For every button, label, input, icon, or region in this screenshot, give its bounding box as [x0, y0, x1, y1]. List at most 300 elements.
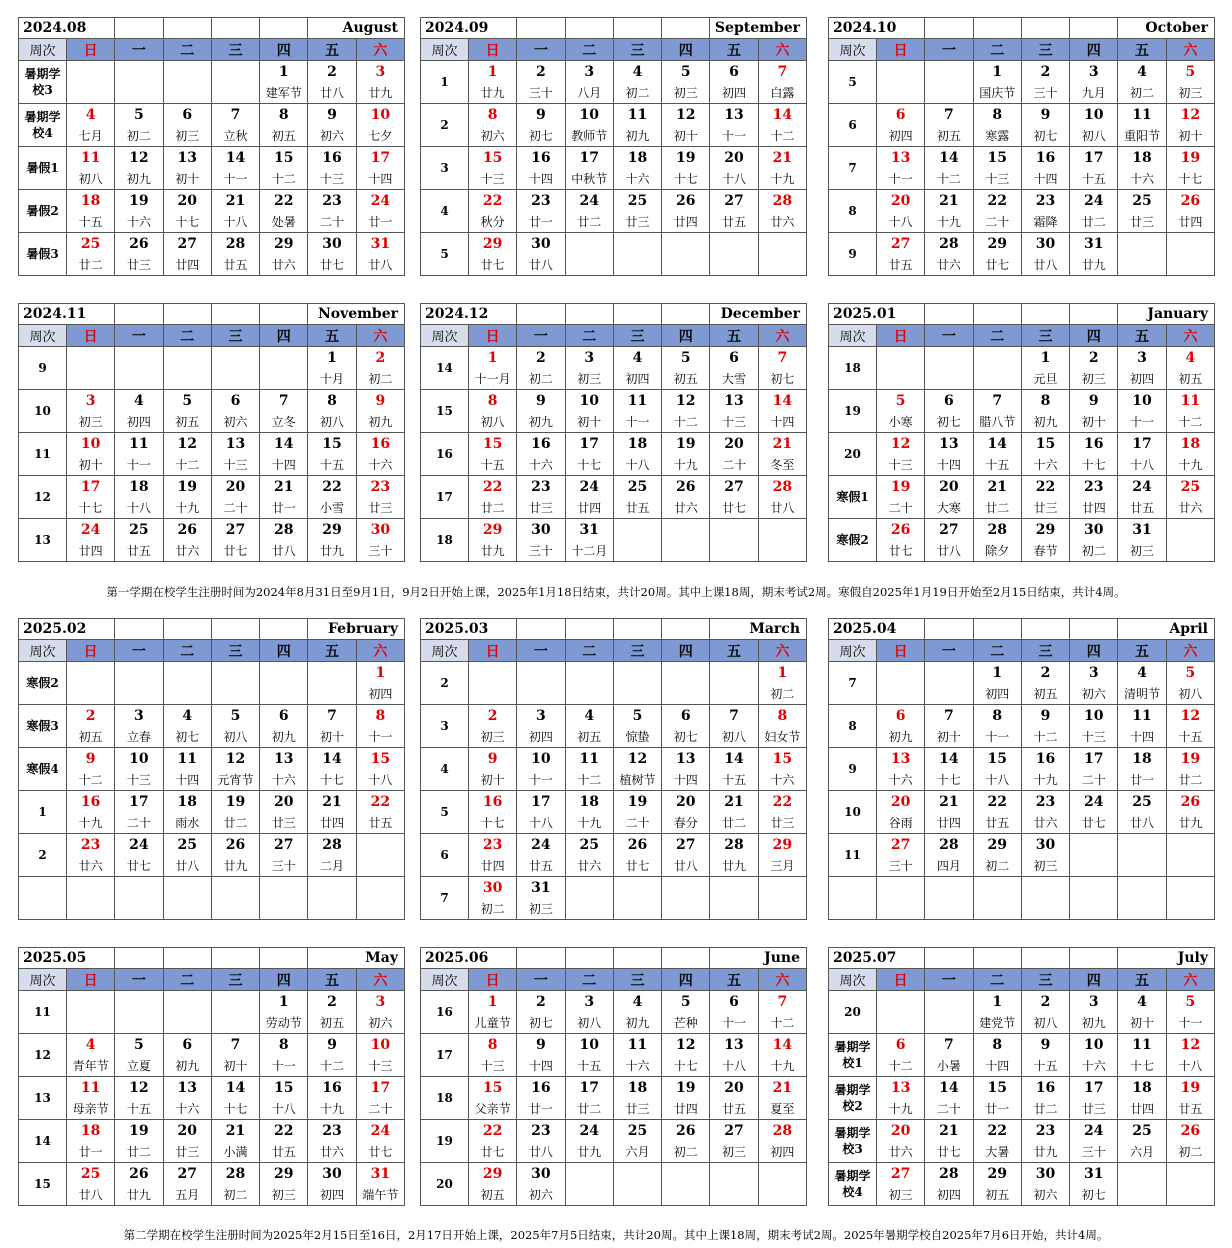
lunar-date: 十一	[356, 726, 404, 748]
lunar-date	[1070, 898, 1118, 920]
lunar-date: 二十	[877, 497, 925, 519]
month-calendar	[420, 303, 807, 562]
day-number: 20	[877, 1120, 925, 1142]
weekday-header: 一	[517, 640, 565, 662]
day-number: 13	[211, 433, 259, 455]
day-number: 1	[1021, 347, 1069, 369]
weekday-header: 一	[115, 640, 163, 662]
day-number: 30	[356, 519, 404, 541]
lunar-date: 初三	[469, 726, 517, 748]
lunar-date: 廿八	[308, 82, 356, 104]
lunar-date: 七月	[67, 125, 115, 147]
day-number: 26	[613, 834, 661, 856]
lunar-date: 初三	[662, 82, 710, 104]
weekday-header: 六	[1166, 39, 1214, 61]
lunar-date: 夏至	[758, 1098, 806, 1120]
weekday-header: 五	[1118, 39, 1166, 61]
day-number	[710, 877, 758, 899]
day-number: 20	[710, 1077, 758, 1099]
day-number: 26	[1166, 1120, 1214, 1142]
day-number: 6	[260, 705, 308, 727]
weekday-header: 五	[1118, 969, 1166, 991]
day-number: 10	[1118, 390, 1166, 412]
month-english-name: September	[710, 18, 807, 39]
day-number: 5	[662, 347, 710, 369]
lunar-date	[163, 898, 211, 920]
lunar-date: 廿六	[260, 254, 308, 276]
day-number: 30	[517, 519, 565, 541]
day-number: 19	[115, 190, 163, 212]
day-number	[308, 662, 356, 684]
day-number: 30	[469, 877, 517, 899]
day-number: 9	[517, 104, 565, 126]
day-number: 15	[260, 147, 308, 169]
day-number: 11	[613, 390, 661, 412]
day-number: 18	[115, 476, 163, 498]
day-number: 24	[356, 1120, 404, 1142]
lunar-date: 十一月	[469, 368, 517, 390]
day-number	[115, 991, 163, 1013]
day-number	[260, 877, 308, 899]
weekday-header: 四	[260, 39, 308, 61]
lunar-date: 三十	[1070, 1141, 1118, 1163]
day-number: 19	[1166, 1077, 1214, 1099]
lunar-date: 廿九	[115, 1184, 163, 1206]
lunar-date	[67, 683, 115, 705]
weekday-header: 日	[877, 39, 925, 61]
day-number	[662, 519, 710, 541]
lunar-date: 廿八	[1118, 812, 1166, 834]
day-number: 22	[973, 791, 1021, 813]
day-number: 9	[356, 390, 404, 412]
lunar-date	[710, 898, 758, 920]
day-number: 22	[469, 1120, 517, 1142]
day-number: 20	[260, 791, 308, 813]
day-number: 18	[1118, 748, 1166, 770]
weekday-header: 日	[877, 969, 925, 991]
day-number: 2	[356, 347, 404, 369]
lunar-date: 十六	[758, 769, 806, 791]
month-english-name: February	[308, 619, 405, 640]
lunar-date: 三十	[1021, 82, 1069, 104]
weekday-header: 一	[925, 969, 973, 991]
lunar-date: 儿童节	[469, 1012, 517, 1034]
day-number: 5	[1166, 662, 1214, 684]
day-number: 24	[517, 834, 565, 856]
day-number	[877, 991, 925, 1013]
day-number: 2	[469, 705, 517, 727]
lunar-date: 十四	[517, 1055, 565, 1077]
month-year-label: 2025.03	[421, 619, 517, 640]
lunar-date: 初九	[517, 411, 565, 433]
day-number: 29	[469, 1163, 517, 1185]
lunar-date: 廿四	[1070, 497, 1118, 519]
day-number: 10	[67, 433, 115, 455]
day-number: 9	[1021, 104, 1069, 126]
lunar-date: 初六	[211, 411, 259, 433]
month-english-name: May	[308, 948, 405, 969]
lunar-date: 初三	[260, 1184, 308, 1206]
weekday-header: 六	[1166, 640, 1214, 662]
day-number: 9	[308, 1034, 356, 1056]
lunar-date: 十六	[877, 769, 925, 791]
day-number: 16	[1070, 433, 1118, 455]
lunar-date: 廿九	[710, 855, 758, 877]
lunar-date	[613, 540, 661, 562]
weekday-header: 一	[925, 325, 973, 347]
lunar-date: 六月	[613, 1141, 661, 1163]
day-number: 29	[260, 233, 308, 255]
lunar-date: 十八	[877, 211, 925, 233]
weekday-header: 日	[67, 325, 115, 347]
day-number: 18	[1118, 147, 1166, 169]
lunar-date: 大寒	[925, 497, 973, 519]
week-label: 10	[19, 390, 67, 433]
lunar-date: 十九	[662, 454, 710, 476]
week-number-header: 周次	[19, 325, 67, 347]
day-number	[758, 233, 806, 255]
day-number: 4	[115, 390, 163, 412]
lunar-date: 十七	[662, 1055, 710, 1077]
day-number: 7	[308, 705, 356, 727]
day-number: 19	[662, 433, 710, 455]
day-number: 11	[613, 104, 661, 126]
lunar-date: 廿六	[758, 211, 806, 233]
weekday-header: 六	[758, 39, 806, 61]
lunar-date: 小雪	[308, 497, 356, 519]
lunar-date: 十九	[758, 168, 806, 190]
day-number	[1118, 877, 1166, 899]
lunar-date: 初六	[1021, 1184, 1069, 1206]
lunar-date: 廿四	[662, 211, 710, 233]
week-label: 16	[421, 991, 469, 1034]
lunar-date: 十五	[565, 1055, 613, 1077]
lunar-date: 廿三	[613, 211, 661, 233]
weekday-header: 五	[308, 969, 356, 991]
day-number: 15	[1021, 433, 1069, 455]
lunar-date: 三十	[517, 82, 565, 104]
week-label: 2	[19, 834, 67, 877]
day-number: 8	[469, 104, 517, 126]
lunar-date: 十四	[1021, 168, 1069, 190]
day-number: 23	[1021, 1120, 1069, 1142]
lunar-date: 廿五	[877, 254, 925, 276]
day-number: 4	[613, 61, 661, 83]
lunar-date: 十一	[613, 411, 661, 433]
lunar-date: 十三	[308, 168, 356, 190]
lunar-date: 廿三	[260, 812, 308, 834]
lunar-date	[877, 898, 925, 920]
week-label: 暑假2	[19, 190, 67, 233]
week-label: 12	[19, 1034, 67, 1077]
lunar-date: 初八	[1070, 125, 1118, 147]
day-number	[973, 877, 1021, 899]
lunar-date: 廿四	[1118, 1098, 1166, 1120]
lunar-date: 廿九	[211, 855, 259, 877]
lunar-date: 十二	[565, 769, 613, 791]
day-number: 20	[925, 476, 973, 498]
day-number	[925, 61, 973, 83]
lunar-date: 十四	[1118, 726, 1166, 748]
day-number: 31	[565, 519, 613, 541]
day-number: 19	[662, 147, 710, 169]
day-number: 27	[662, 834, 710, 856]
lunar-date: 廿六	[925, 254, 973, 276]
lunar-date: 初三	[1166, 82, 1214, 104]
month-calendar	[18, 17, 405, 276]
lunar-date: 初七	[758, 368, 806, 390]
lunar-date: 廿五	[973, 812, 1021, 834]
lunar-date: 廿八	[517, 1141, 565, 1163]
day-number: 28	[758, 190, 806, 212]
lunar-date: 初十	[163, 168, 211, 190]
lunar-date: 廿五	[613, 497, 661, 519]
weekday-header: 日	[877, 325, 925, 347]
day-number: 3	[67, 390, 115, 412]
weekday-header: 日	[67, 640, 115, 662]
week-label: 8	[829, 705, 877, 748]
day-number: 8	[973, 705, 1021, 727]
day-number: 10	[565, 1034, 613, 1056]
day-number: 28	[925, 233, 973, 255]
day-number: 17	[67, 476, 115, 498]
lunar-date	[260, 898, 308, 920]
week-label: 暑期学校4	[829, 1163, 877, 1206]
lunar-date	[1021, 898, 1069, 920]
lunar-date: 十八	[973, 769, 1021, 791]
day-number: 17	[565, 1077, 613, 1099]
day-number	[67, 347, 115, 369]
lunar-date: 廿九	[1166, 812, 1214, 834]
day-number: 31	[517, 877, 565, 899]
day-number: 27	[877, 834, 925, 856]
lunar-date: 十四	[356, 168, 404, 190]
day-number	[662, 877, 710, 899]
day-number: 2	[1021, 991, 1069, 1013]
lunar-date: 十一	[211, 168, 259, 190]
day-number	[925, 347, 973, 369]
lunar-date: 十九	[1166, 454, 1214, 476]
lunar-date: 廿三	[758, 812, 806, 834]
week-label: 19	[421, 1120, 469, 1163]
lunar-date: 十二	[877, 1055, 925, 1077]
lunar-date: 二十	[115, 812, 163, 834]
day-number	[469, 662, 517, 684]
day-number: 16	[517, 147, 565, 169]
lunar-date	[163, 1012, 211, 1034]
day-number: 25	[565, 834, 613, 856]
day-number	[163, 662, 211, 684]
lunar-date	[115, 1012, 163, 1034]
day-number: 18	[67, 1120, 115, 1142]
day-number: 27	[710, 190, 758, 212]
day-number: 21	[758, 147, 806, 169]
day-number: 14	[308, 748, 356, 770]
lunar-date: 初十	[565, 411, 613, 433]
weekday-header: 一	[517, 969, 565, 991]
day-number: 21	[308, 791, 356, 813]
day-number	[1118, 834, 1166, 856]
week-label: 17	[421, 1034, 469, 1077]
lunar-date: 初七	[517, 125, 565, 147]
day-number: 3	[565, 991, 613, 1013]
week-number-header: 周次	[421, 969, 469, 991]
day-number: 22	[1021, 476, 1069, 498]
lunar-date	[565, 254, 613, 276]
week-label: 5	[829, 61, 877, 104]
lunar-date: 十一	[710, 125, 758, 147]
lunar-date	[662, 683, 710, 705]
lunar-date: 初二	[613, 82, 661, 104]
day-number: 17	[565, 433, 613, 455]
day-number: 16	[356, 433, 404, 455]
lunar-date: 廿五	[1166, 1098, 1214, 1120]
lunar-date: 初二	[758, 683, 806, 705]
lunar-date: 廿二	[469, 497, 517, 519]
day-number: 15	[260, 1077, 308, 1099]
day-number: 2	[517, 991, 565, 1013]
lunar-date: 廿三	[1021, 497, 1069, 519]
lunar-date: 初九	[260, 726, 308, 748]
lunar-date: 十七	[1070, 454, 1118, 476]
lunar-date: 十五	[308, 454, 356, 476]
day-number	[67, 991, 115, 1013]
lunar-date: 初六	[469, 125, 517, 147]
lunar-date: 十三	[469, 1055, 517, 1077]
lunar-date: 初六	[356, 1012, 404, 1034]
lunar-date: 廿一	[517, 1098, 565, 1120]
week-number-header: 周次	[421, 640, 469, 662]
lunar-date: 廿一	[973, 1098, 1021, 1120]
day-number: 28	[973, 519, 1021, 541]
day-number	[211, 662, 259, 684]
lunar-date: 初八	[67, 168, 115, 190]
weekday-header: 二	[973, 325, 1021, 347]
lunar-date	[710, 540, 758, 562]
lunar-date	[925, 898, 973, 920]
lunar-date	[211, 898, 259, 920]
week-label: 寒假2	[829, 519, 877, 562]
day-number: 29	[469, 233, 517, 255]
lunar-date: 十六	[613, 168, 661, 190]
day-number: 23	[517, 1120, 565, 1142]
lunar-date: 初四	[517, 726, 565, 748]
lunar-date: 廿三	[613, 1098, 661, 1120]
lunar-date	[115, 368, 163, 390]
lunar-date: 二十	[613, 812, 661, 834]
weekday-header: 四	[1070, 969, 1118, 991]
weekday-header: 三	[211, 325, 259, 347]
day-number: 25	[613, 476, 661, 498]
lunar-date: 初十	[925, 726, 973, 748]
day-number: 22	[469, 190, 517, 212]
day-number: 8	[260, 1034, 308, 1056]
lunar-date	[565, 683, 613, 705]
week-label: 14	[421, 347, 469, 390]
month-year-label: 2024.08	[19, 18, 115, 39]
day-number	[925, 662, 973, 684]
lunar-date: 廿八	[163, 855, 211, 877]
week-label: 9	[829, 233, 877, 276]
lunar-date: 初四	[1118, 368, 1166, 390]
lunar-date: 十五	[67, 211, 115, 233]
day-number: 28	[710, 834, 758, 856]
lunar-date: 立冬	[260, 411, 308, 433]
lunar-date: 三十	[356, 540, 404, 562]
lunar-date	[925, 368, 973, 390]
day-number: 9	[469, 748, 517, 770]
lunar-date: 十三	[469, 168, 517, 190]
lunar-date: 寒露	[973, 125, 1021, 147]
day-number: 20	[662, 791, 710, 813]
day-number: 28	[260, 519, 308, 541]
lunar-date: 廿七	[613, 855, 661, 877]
day-number	[356, 877, 404, 899]
lunar-date: 立春	[115, 726, 163, 748]
day-number: 8	[973, 1034, 1021, 1056]
weekday-header: 五	[710, 969, 758, 991]
week-number-header: 周次	[19, 640, 67, 662]
day-number: 4	[1166, 347, 1214, 369]
lunar-date	[67, 898, 115, 920]
day-number: 2	[1021, 61, 1069, 83]
lunar-date	[1166, 540, 1214, 562]
weekday-header: 三	[211, 640, 259, 662]
day-number: 13	[710, 104, 758, 126]
lunar-date	[662, 898, 710, 920]
lunar-date	[613, 898, 661, 920]
lunar-date: 十七	[662, 168, 710, 190]
day-number	[211, 61, 259, 83]
lunar-date: 初九	[1021, 411, 1069, 433]
lunar-date: 初三	[565, 368, 613, 390]
day-number: 2	[517, 347, 565, 369]
day-number: 15	[356, 748, 404, 770]
day-number: 2	[517, 61, 565, 83]
lunar-date: 初十	[1166, 125, 1214, 147]
lunar-date: 廿四	[67, 540, 115, 562]
weekday-header: 五	[1118, 325, 1166, 347]
day-number: 23	[308, 190, 356, 212]
lunar-date: 十六	[1021, 454, 1069, 476]
lunar-date: 初十	[211, 1055, 259, 1077]
day-number: 1	[973, 991, 1021, 1013]
day-number: 12	[877, 433, 925, 455]
weekday-header: 一	[925, 640, 973, 662]
day-number: 23	[67, 834, 115, 856]
week-label: 7	[421, 877, 469, 920]
day-number: 14	[758, 104, 806, 126]
day-number: 25	[115, 519, 163, 541]
day-number: 30	[308, 1163, 356, 1185]
lunar-date: 廿八	[260, 540, 308, 562]
week-label	[829, 877, 877, 920]
lunar-date: 廿七	[925, 1141, 973, 1163]
lunar-date	[469, 683, 517, 705]
day-number: 27	[925, 519, 973, 541]
lunar-date	[163, 368, 211, 390]
lunar-date: 初十	[1118, 1012, 1166, 1034]
day-number	[115, 877, 163, 899]
lunar-date: 初十	[308, 726, 356, 748]
lunar-date: 十九	[67, 812, 115, 834]
week-label: 11	[19, 991, 67, 1034]
day-number	[1166, 877, 1214, 899]
day-number: 25	[613, 190, 661, 212]
week-label: 暑假1	[19, 147, 67, 190]
day-number	[758, 877, 806, 899]
lunar-date	[662, 1184, 710, 1206]
